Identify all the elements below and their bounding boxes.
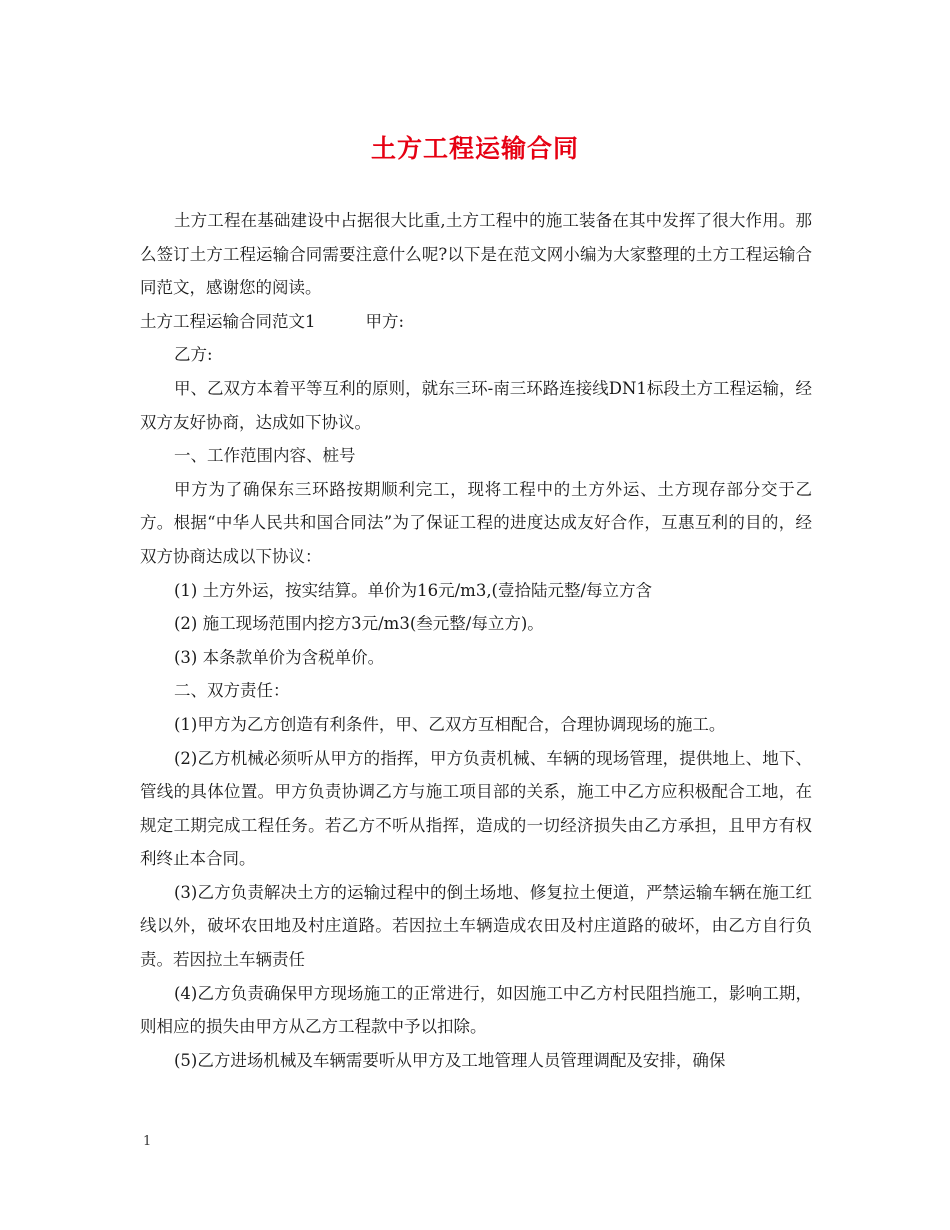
agreement-paragraph: 甲、乙双方本着平等互利的原则，就东三环-南三环路连接线DN1标段土方工程运输，经双方友好协商，达成如下协议。 [140, 378, 812, 432]
responsibility-item: (4)乙方负责确保甲方现场施工的正常进行，如因施工中乙方村民阻挡施工，影响工期，则相应的损失由甲方从乙方工程款中予以扣除。 [140, 983, 812, 1037]
section-heading-scope: 一、工作范围内容、桩号 [174, 446, 356, 466]
responsibility-item: (5)乙方进场机械及车辆需要听从甲方及工地管理人员管理调配及安排，确保 [174, 1050, 726, 1070]
party-a-label: 甲方: [365, 311, 405, 331]
party-b-label: 乙方: [174, 345, 213, 365]
clause-item: (2) 施工现场范围内挖方3元/m3(叁元整/每立方)。 [174, 614, 544, 634]
section-heading-responsibilities: 二、双方责任： [174, 681, 290, 701]
document-body [140, 204, 812, 1077]
clause-item: (3) 本条款单价为含税单价。 [174, 647, 385, 667]
responsibility-item: (1)甲方为乙方创造有利条件，甲、乙双方互相配合，合理协调现场的施工。 [174, 714, 726, 734]
clause-item: (1) 土方外运，按实结算。单价为16元/m3,(壹拾陆元整/每立方含 [174, 580, 653, 600]
document-title: 土方工程运输合同 [370, 134, 579, 163]
responsibility-item: (3)乙方负责解决土方的运输过程中的倒土场地、修复拉土便道，严禁运输车辆在施工红线以外，破坏农田地及村庄道路。若因拉土车辆造成农田及村庄道路的破坏，由乙方自行负责。若因拉土车辆责任 [140, 882, 812, 970]
responsibility-item: (2)乙方机械必须听从甲方的指挥，甲方负责机械、车辆的现场管理，提供地上、地下、管线的具体位置。甲方负责协调乙方与施工项目部的关系，施工中乙方应积极配合工地，在规定工期完成工程任务。若乙方不听从指挥，造成的一切经济损失由乙方承担，且甲方有权利终止本合同。 [140, 748, 812, 869]
sample-heading: 土方工程运输合同范文1 [140, 311, 316, 331]
sample-heading-line [140, 305, 812, 339]
scope-paragraph: 甲方为了确保东三环路按期顺利完工，现将工程中的土方外运、土方现存部分交于乙方。根据“中华人民共和国合同法”为了保证工程的进度达成友好合作，互惠互利的目的，经双方协商达成以下协议： [140, 479, 812, 566]
page-number: 1 [143, 1134, 152, 1149]
intro-paragraph: 土方工程在基础建设中占据很大比重,土方工程中的施工装备在其中发挥了很大作用。那么签订土方工程运输合同需要注意什么呢?以下是在范文网小编为大家整理的土方工程运输合同范文，感谢您的阅读。 [140, 211, 812, 298]
